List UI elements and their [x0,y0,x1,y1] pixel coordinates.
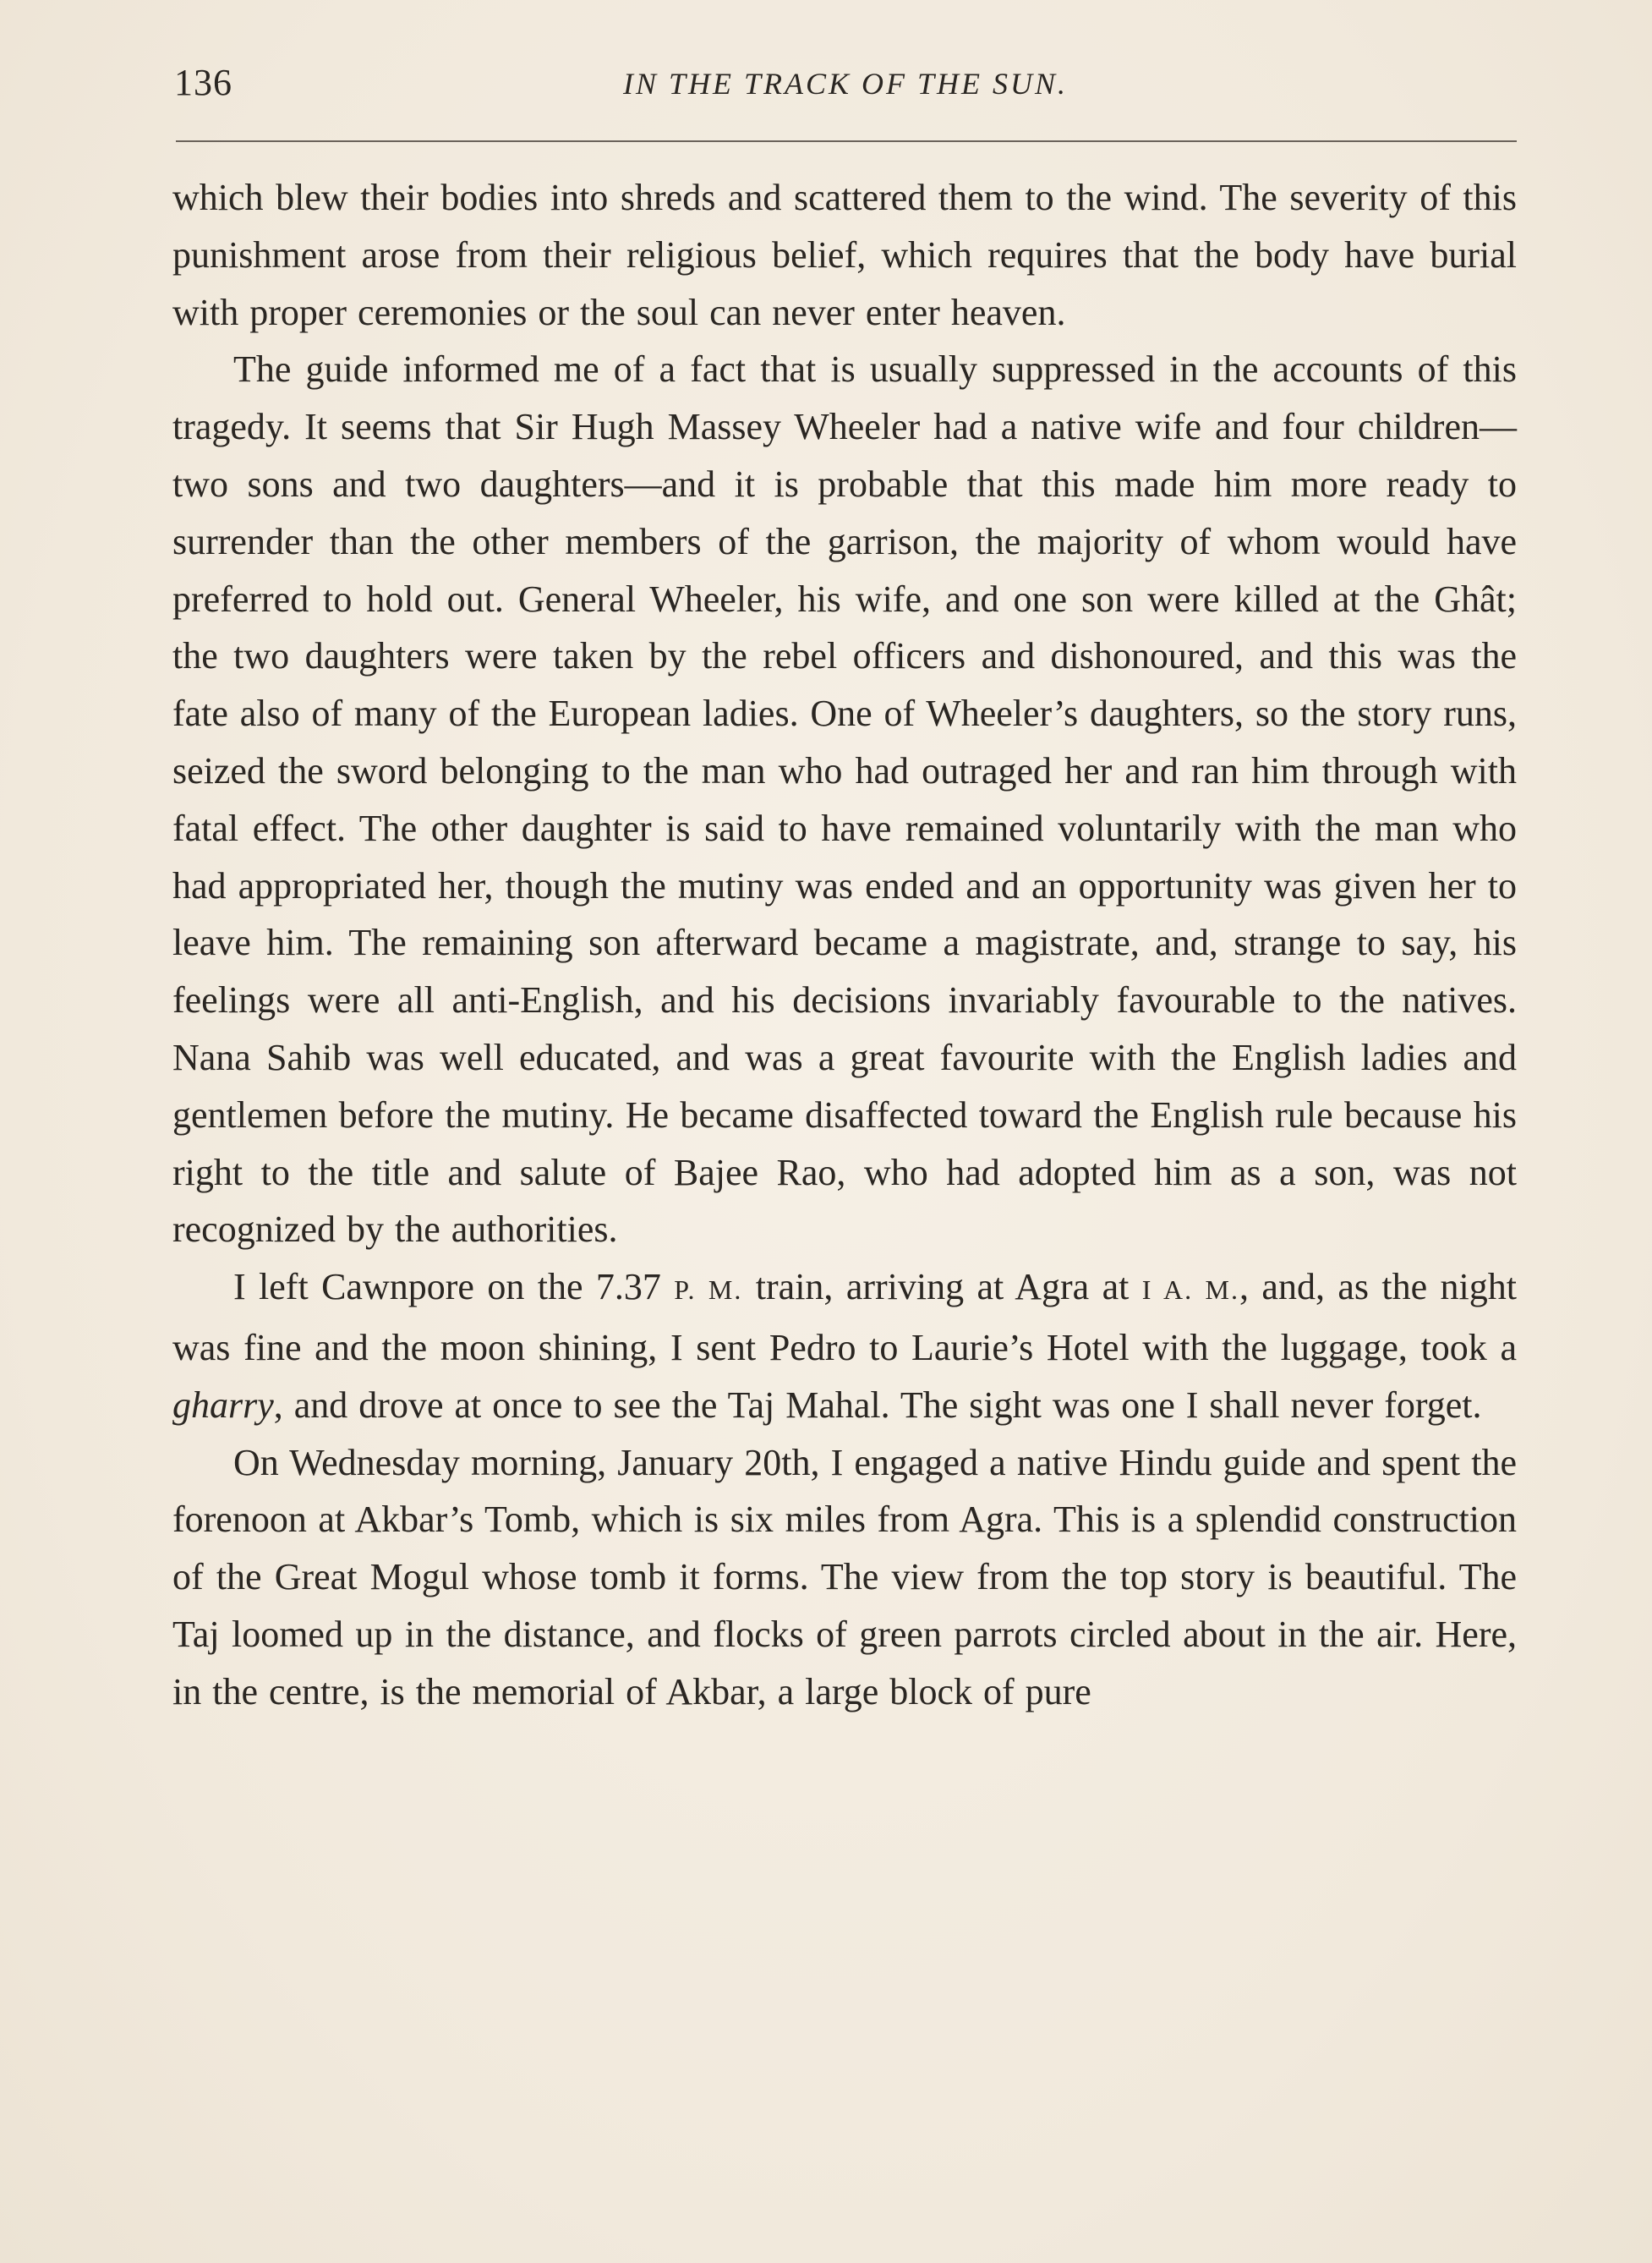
word-gharry: gharry [172,1384,274,1426]
time-one-am: I A. M. [1141,1274,1240,1306]
paragraph-3-text-b: train, arriving at Agra at [742,1266,1142,1308]
paragraph-3 [172,1258,1517,1433]
paragraph-3-text-c: , and, as the night was fine and the moon shining, I sent Pedro to Laurie’s Hotel with the luggage, took a [172,1266,1518,1368]
paragraph-4: On Wednesday morning, January 20th, I engaged a native Hindu guide and spent the forenoon at Akbar’s Tomb, which is six miles from Agra. This is a splendid construction of the Great Mogul whose tomb it forms. The view from the top story is beautiful. The Taj loomed up in the distance, and flocks of green parrots circled about in the air. Here, in the centre, is the memorial of Akbar, a large block of pure [172,1441,1517,1712]
body-text [172,169,1517,1721]
running-head [174,56,1517,107]
running-title: IN THE TRACK OF THE SUN. [622,67,1069,101]
header-rule [176,140,1517,142]
paragraph-3-text-d: , and drove at once to see the Taj Mahal. The sight was one I shall never forget. [273,1384,1482,1426]
paragraph-2: The guide informed me of a fact that is usually suppressed in the accounts of this tragedy. It seems that Sir Hugh Massey Wheeler had a native wife and four children—two sons and two daughters—and it is probable that this made him more ready to surrender than the other members of the garrison, the majority of whom would have preferred to hold out. General Wheeler, his wife, and one son were killed at the Ghât; the two daughters were taken by the rebel officers and dishonoured, and this was the fate also of many of the European ladies. One of Wheeler’s daughters, so the story runs, seized the sword belonging to the man who had outraged her and ran him through with fatal effect. The other daughter is said to have remained voluntarily with the man who had appropriated her, though the mutiny was ended and an opportunity was given her to leave him. The remaining son afterward became a magistrate, and, strange to say, his feelings were all anti-English, and his decisions invariably favourable to the natives. Nana Sahib was well educated, and was a great favourite with the English ladies and gentlemen before the mutiny. He became disaffected toward the English rule because his right to the title and salute of Bajee Rao, who had adopted him as a son, was not recognized by the authorities. [172,348,1517,1251]
time-pm: P. M. [674,1274,743,1306]
page-number: 136 [174,62,232,103]
paragraph-3-text-a: I left Cawnpore on the 7.37 [233,1266,675,1308]
paragraph-1: which blew their bodies into shreds and scattered them to the wind. The severity of this punishment arose from their religious belief, which requires that the body have burial with proper ceremonies or the soul can never enter heaven. [172,177,1517,333]
